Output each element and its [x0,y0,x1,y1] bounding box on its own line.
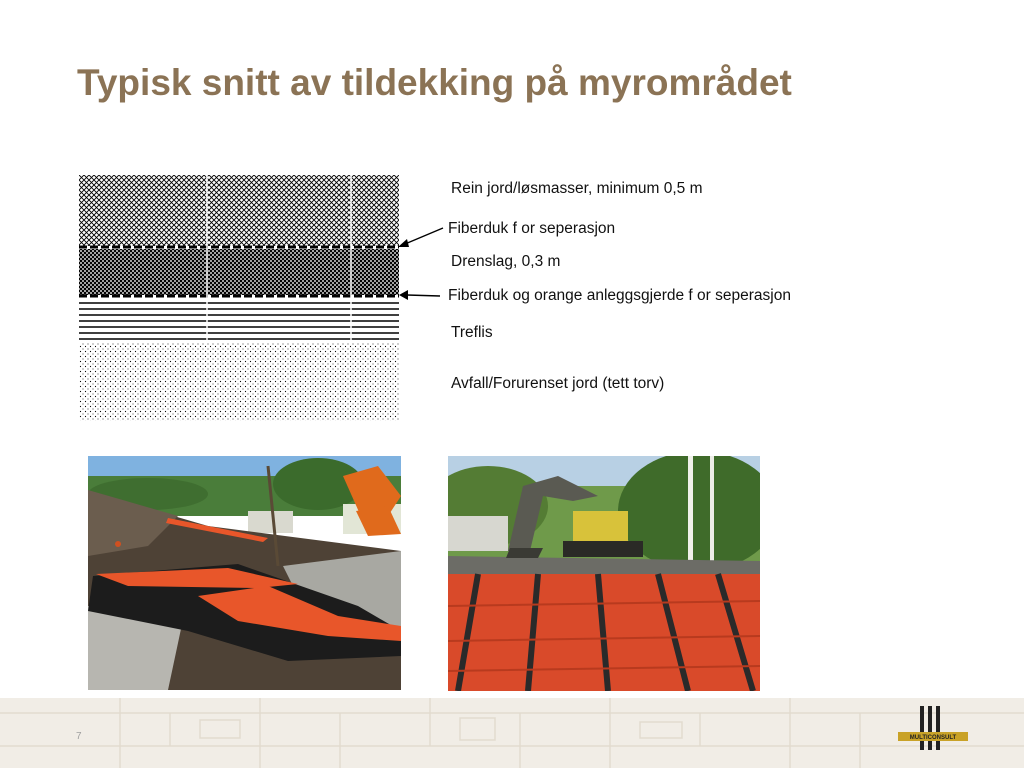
label-woodchips: Treflis [451,324,493,341]
footer-band [0,698,1024,768]
layer-waste [79,343,399,421]
multiconsult-logo [898,706,970,755]
arrow-membrane-2-icon [399,290,440,300]
svg-text:MULTICONSULT: MULTICONSULT [909,735,957,741]
label-topsoil: Rein jord/løsmasser, minimum 0,5 m [451,180,703,197]
label-membrane-2: Fiberduk og orange anleggsgjerde f or seperasjon [448,287,791,304]
arrow-membrane-1-icon [398,228,443,247]
cross-section-diagram [79,175,399,426]
page-number: 7 [76,731,82,742]
label-waste: Avfall/Forurenset jord (tett torv) [451,375,665,392]
label-drainage: Drenslag, 0,3 m [451,253,561,270]
label-membrane-1: Fiberduk f or seperasjon [448,220,616,237]
photo-right [448,456,760,691]
photo-left [88,456,401,690]
arrow-icons [395,222,455,304]
slide-title: Typisk snitt av tildekking på myrområdet [77,62,792,103]
